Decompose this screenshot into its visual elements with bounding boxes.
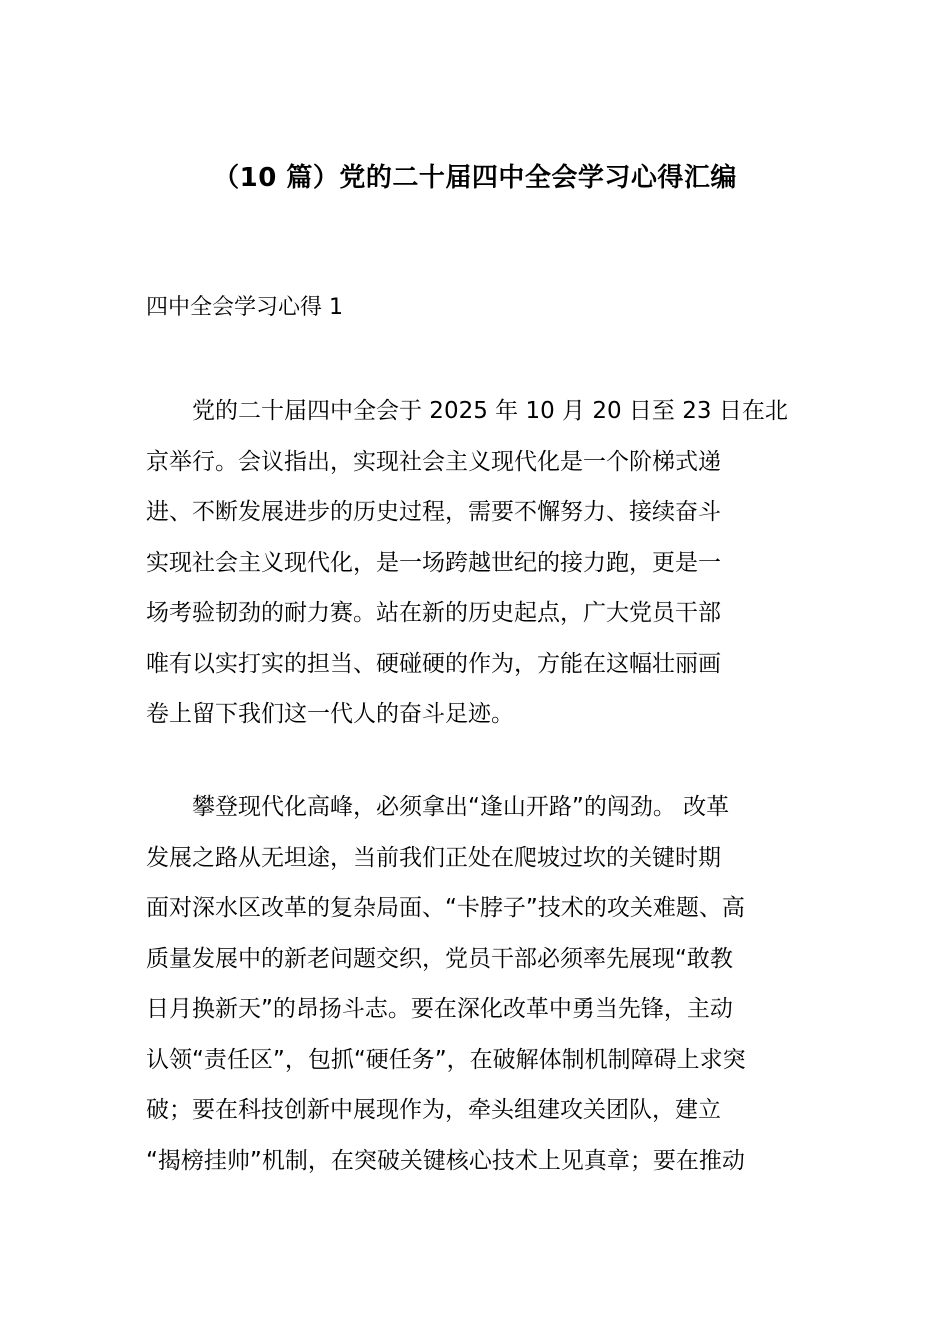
paragraph-1: [146, 386, 808, 740]
paragraph-line: 党的二十届四中全会于 2025 年 10 月 20 日至 23 日在北: [192, 398, 788, 424]
paragraph-line: “揭榜挂帅”机制，在突破关键核心技术上见真章；要在推动: [146, 1147, 745, 1174]
paragraph-line: 攀登现代化高峰，必须拿出“逢山开路”的闯劲。 改革: [192, 794, 730, 820]
paragraph-line: 唯有以实打实的担当、硬碰硬的作为，方能在这幅壮丽画: [146, 650, 721, 677]
paragraph-line: 质量发展中的新老问题交织，党员干部必须率先展现“敢教: [146, 945, 733, 972]
paragraph-line: 破；要在科技创新中展现作为，牵头组建攻关团队，建立: [146, 1097, 721, 1123]
paragraph-line: 面对深水区改革的复杂局面、“卡脖子”技术的攻关难题、高: [146, 895, 745, 921]
paragraph-line: 场考验韧劲的耐力赛。站在新的历史起点，广大党员干部: [146, 600, 721, 626]
paragraph-line: 认领“责任区”，包抓“硬任务”，在破解体制机制障碍上求突: [146, 1046, 746, 1073]
section-heading: 四中全会学习心得 1: [146, 295, 343, 320]
paragraph-line: 日月换新天”的昂扬斗志。要在深化改革中勇当先锋，主动: [146, 996, 733, 1022]
paragraph-line: 卷上留下我们这一代人的奋斗足迹。: [146, 701, 514, 727]
paragraph-line: 京举行。会议指出，实现社会主义现代化是一个阶梯式递: [146, 448, 721, 475]
paragraph-line: 发展之路从无坦途，当前我们正处在爬坡过坎的关键时期: [146, 844, 721, 871]
paragraph-line: 实现社会主义现代化，是一场跨越世纪的接力跑，更是一: [146, 549, 721, 576]
document-title: （10 篇）党的二十届四中全会学习心得汇编: [213, 163, 737, 193]
paragraph-line: 进、不断发展进步的历史过程，需要不懈努力、接续奋斗: [146, 499, 721, 525]
paragraph-2: [146, 782, 808, 1186]
